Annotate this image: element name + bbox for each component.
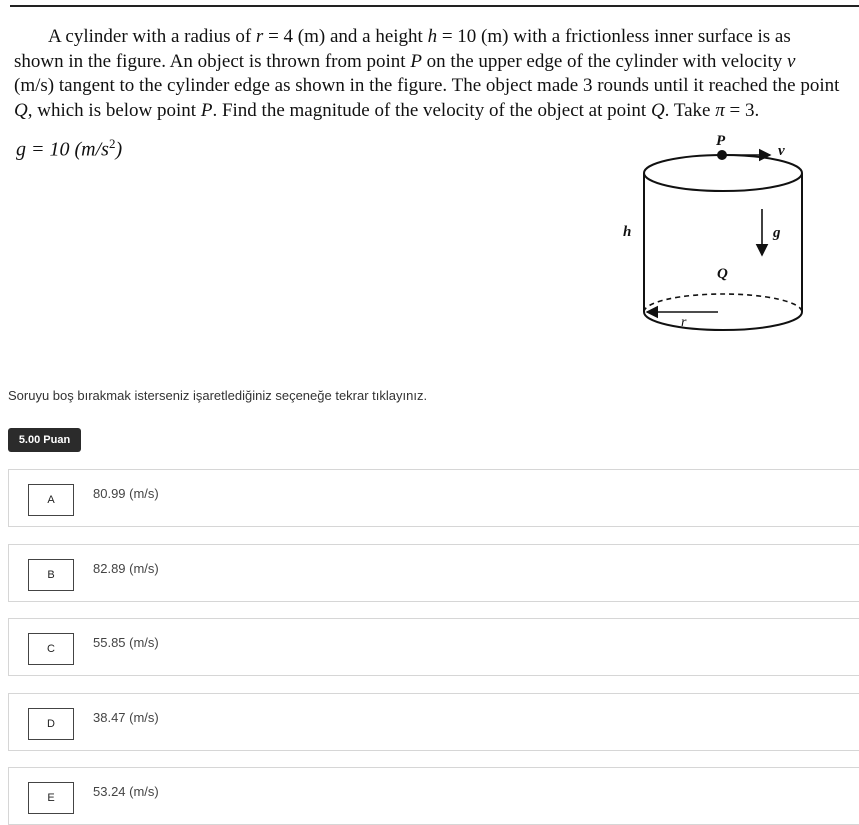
label-g: g⃗ xyxy=(773,225,793,241)
question-fragment: . Take xyxy=(664,99,716,121)
label-v: v⃗ xyxy=(778,143,797,159)
question-fragment: on the upper edge of the cylinder with velocity xyxy=(421,50,788,72)
math-variable: P xyxy=(200,99,213,121)
option-letter[interactable]: B xyxy=(28,559,74,591)
question-text xyxy=(14,25,844,123)
option-e[interactable] xyxy=(8,767,859,825)
option-answer: 80.99 (m/s) xyxy=(93,486,159,501)
math-variable: r xyxy=(255,26,264,47)
option-letter[interactable]: C xyxy=(28,633,74,665)
question-fragment: = 3. xyxy=(724,99,760,121)
math-variable: Q xyxy=(650,99,665,121)
option-answer: 38.47 (m/s) xyxy=(93,710,159,725)
cylinder-bottom-front xyxy=(644,312,802,330)
option-a[interactable] xyxy=(8,469,859,527)
gravity-lhs: g = 10 (m/s xyxy=(16,138,109,161)
question-fragment: (m/s) tangent to the cylinder edge as shown in the figure. The object made 3 rounds until it reached the point xyxy=(14,75,840,96)
math-variable: π xyxy=(715,99,725,121)
option-letter[interactable]: E xyxy=(28,782,74,814)
gravity-exponent: 2 xyxy=(108,136,116,151)
instruction-text: Soruyu boş bırakmak isterseniz işaretlediğiniz seçeneğe tekrar tıklayınız. xyxy=(8,388,428,403)
cylinder-bottom-back xyxy=(644,294,802,312)
gravity-rhs: ) xyxy=(115,138,123,161)
top-divider xyxy=(10,5,859,7)
gravity-value xyxy=(16,136,122,162)
option-letter[interactable]: A xyxy=(28,484,74,516)
label-q: Q xyxy=(717,266,728,282)
question-fragment: . Find the magnitude of the velocity of the object at point xyxy=(212,99,651,121)
math-variable: Q xyxy=(14,99,28,121)
math-variable: h xyxy=(427,26,438,47)
question-fragment: = 10 (m) with a frictionless inner surface is as shown in the figure. An object is thrown from point xyxy=(14,26,791,72)
option-answer: 82.89 (m/s) xyxy=(93,561,159,576)
question-fragment: = 4 (m) and a height xyxy=(263,26,428,47)
question-fragment: A cylinder with a radius of xyxy=(48,26,256,47)
option-d[interactable] xyxy=(8,693,859,751)
cylinder-top-ellipse xyxy=(644,155,802,191)
cylinder-figure xyxy=(600,125,830,340)
question-fragment: , which is below point xyxy=(27,99,201,121)
label-r: r xyxy=(681,315,687,330)
option-answer: 53.24 (m/s) xyxy=(93,784,159,799)
point-p-marker xyxy=(717,150,727,160)
option-c[interactable] xyxy=(8,618,859,676)
math-variable: P xyxy=(410,50,422,72)
label-h: h xyxy=(623,224,632,240)
points-badge: 5.00 Puan xyxy=(8,428,81,452)
label-p: P xyxy=(716,133,726,149)
option-letter[interactable]: D xyxy=(28,708,74,740)
option-answer: 55.85 (m/s) xyxy=(93,635,159,650)
option-b[interactable] xyxy=(8,544,859,602)
math-variable: v⃗ xyxy=(787,50,811,72)
